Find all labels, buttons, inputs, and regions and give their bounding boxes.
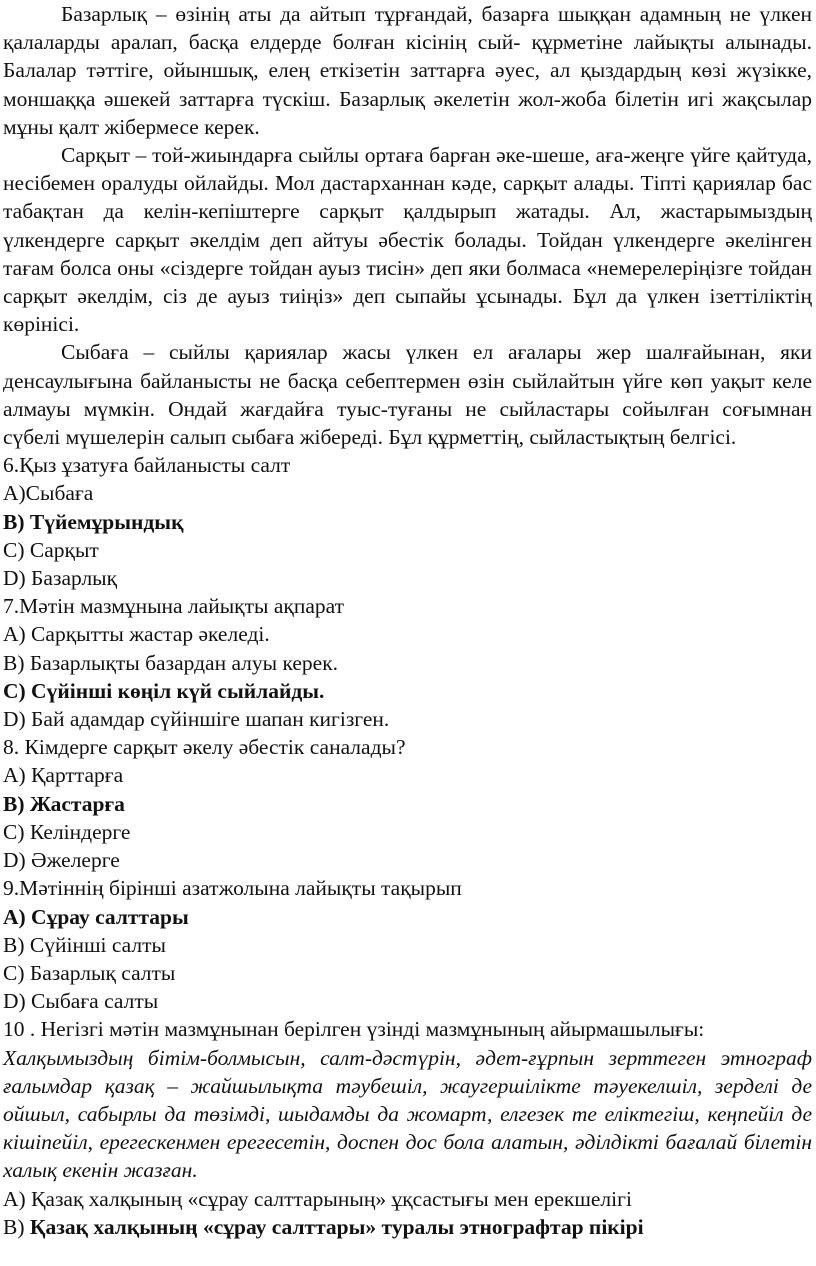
question-6-option-d: D) Базарлық — [3, 566, 118, 591]
question-6-text: 6.Қыз ұзатуға байланысты салт — [3, 453, 291, 478]
question-8-option-d: D) Әжелерге — [3, 848, 120, 873]
paragraph-bazarlyk: Базарлық – өзінің аты да айтып тұрғандай, базарға шыққан адамның не үлкен қалаларды аралап, басқа елдерде болған кісінің сый- құрметіне лайықты алынады. Балалар тәттіге, ойыншық, елең еткізетін заттарға әуес, ал қыздардың көзі жүзікке, моншаққа әшекей заттарға түскіш. Базарлық әкелетін жол-жоба білетін игі жақсылар мұны қалт жібермесе керек. — [3, 2, 812, 139]
question-6-option-a: А)Сыбаға — [3, 481, 94, 506]
question-10-option-a: А) Қазақ халқының «сұрау салттарының» ұқсастығы мен ерекшелігі — [3, 1186, 632, 1211]
question-9-option-d: D) Сыбаға салты — [3, 989, 159, 1014]
question-7-option-b: В) Базарлықты базардан алуы керек. — [3, 650, 339, 675]
question-block-9 — [3, 874, 812, 1015]
question-block-7 — [3, 592, 812, 733]
question-10-option-b-label: В) — [3, 1214, 25, 1239]
question-9-option-c: С) Базарлық салты — [3, 960, 176, 985]
question-8-option-c: С) Келіндерге — [3, 819, 131, 844]
question-7-option-c-correct: С) Сүйінші көңіл күй сыйлайды. — [3, 678, 325, 703]
question-6-option-c: С) Сарқыт — [3, 537, 99, 562]
question-9-option-b: В) Сүйінші салты — [3, 932, 166, 957]
question-block-8 — [3, 733, 812, 874]
question-9-text: 9.Мәтіннің бірінші азатжолына лайықты тақырып — [3, 876, 462, 901]
question-8-option-a: А) Қарттарға — [3, 763, 124, 788]
question-10-option-b-correct — [3, 1213, 812, 1241]
paragraph-sybaga: Сыбаға – сыйлы қариялар жасы үлкен ел ағалары жер шалғайынан, яки денсаулығына байланысты не басқа себептермен өзін сыйлайтын үйге көп уақыт келе алмауы мүмкін. Ондай жағдайға туыс-туғаны не сыйластары сойылған соғымнан сүбелі мүшелерін салып сыбаға жібереді. Бұл құрметтің, сыйластықтың белгісі. — [3, 340, 812, 450]
document-page — [3, 0, 812, 1241]
question-9-option-a-correct: А) Сұрау салттары — [3, 904, 189, 929]
question-7-option-d: D) Бай адамдар сүйіншіге шапан кигізген. — [3, 707, 390, 732]
question-7-text: 7.Мәтін мазмұнына лайықты ақпарат — [3, 594, 345, 619]
question-7-option-a: А) Сарқытты жастар әкеледі. — [3, 622, 270, 647]
question-10-excerpt: Халқымыздың бітім-болмысын, салт-дәстүрін, әдет-ғұрпын зерттеген этнограф ғалымдар қазақ – жайшылықта тәубешіл, жаугершілікте тәуекелшіл, зерделі де ойшыл, сабырлы да төзімді, шыдамды да жомарт, елгезек те еліктегіш, кеңпейіл де кішіпейіл, ерегескенмен ерегесетін, доспен дос бола алатын, әділдікті бағалай білетін халық екенін жазған. — [3, 1045, 812, 1183]
question-10-option-b-text: Қазақ халқының «сұрау салттары» туралы этнографтар пікірі — [29, 1214, 644, 1239]
question-10-text: 10 . Негізгі мәтін мазмұнынан берілген үзінді мазмұнының айырмашылығы: — [3, 1017, 705, 1042]
question-block-10 — [3, 1015, 812, 1241]
question-8-text: 8. Кімдерге сарқыт әкелу әбестік саналады? — [3, 735, 406, 760]
paragraph-sarkyt: Сарқыт – той-жиындарға сыйлы ортаға барған әке-шеше, аға-жеңге үйге қайтуда, несібемен оралуды ойлайды. Мол дастарханнан кәде, сарқыт алады. Тіпті қариялар бас табақтан да келін-кепіштерге сарқыт қалдырып жатады. Ал, жастарымыздың үлкендерге сарқыт әкелдім деп айтуы әбестік болады. Тойдан үлкендерге әкелінген тағам болса оны «сіздерге тойдан ауыз тисін» деп яки болмаса «немерелеріңізге тойдан сарқыт әкелдім, сіз де ауыз тиіңіз» деп сыпайы ұсынады. Бұл да үлкен ізеттіліктің көрінісі. — [3, 143, 812, 337]
question-block-6 — [3, 451, 812, 592]
question-6-option-b-correct: В) Түйемұрындық — [3, 509, 184, 534]
question-8-option-b-correct: В) Жастарға — [3, 791, 125, 816]
